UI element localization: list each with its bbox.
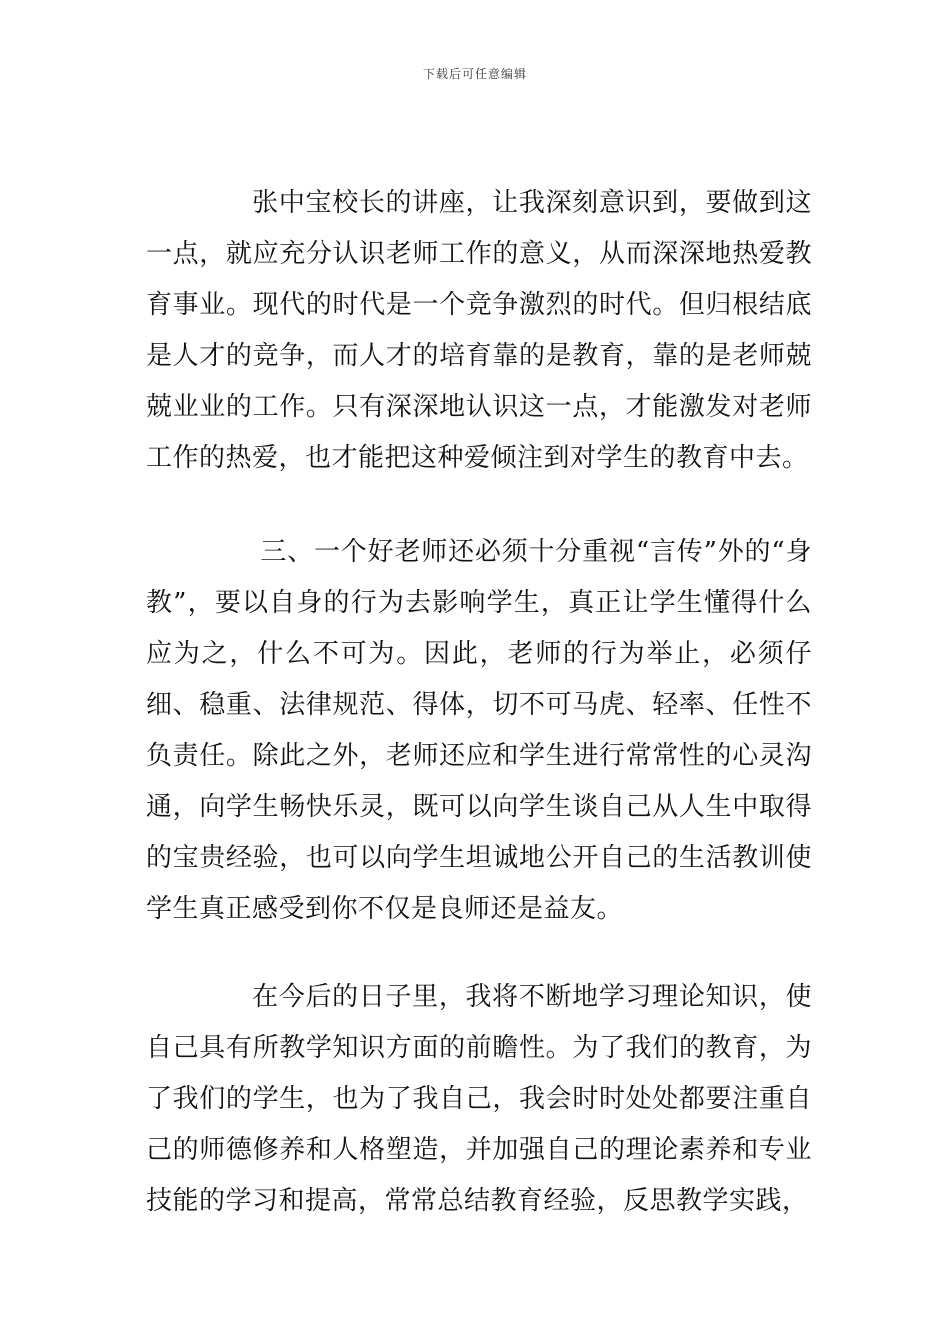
body-paragraph: [146, 178, 812, 484]
body-paragraph: [146, 972, 812, 1227]
paragraph-text: 张中宝校长的讲座，让我深刻意识到，要做到这一点，就应充分认识老师工作的意义，从而深深地热爱教育事业。现代的时代是一个竞争激烈的时代。但归根结底是人才的竞争，而人才的培育靠的是教育，靠的是老师兢兢业业的工作。只有深深地认识这一点，才能激发对老师工作的热爱，也才能把这种爱倾注到对学生的教育中去。: [146, 188, 812, 473]
page-header-note: 下载后可任意编辑: [422, 67, 527, 81]
paragraph-text: 在今后的日子里，我将不断地学习理论知识，使自己具有所教学知识方面的前瞻性。为了我们的教育，为了我们的学生，也为了我自己，我会时时处处都要注重自己的师德修养和人格塑造，并加强自己的理论素养和专业技能的学习和提高，常常总结教育经验，反思教学实践，: [146, 982, 812, 1216]
body-paragraph: [146, 527, 812, 935]
paragraph-text: 三、一个好老师还必须十分重视“言传”外的“身教”，要以自身的行为去影响学生，真正让学生懂得什么应为之，什么不可为。因此，老师的行为举止，必须仔细、稳重、法律规范、得体，切不可马虎、轻率、任性不负责任。除此之外，老师还应和学生进行常常性的心灵沟通，向学生畅快乐灵，既可以向学生谈自己从人生中取得的宝贵经验，也可以向学生坦诚地公开自己的生活教训使学生真正感受到你不仅是良师还是益友。: [146, 537, 812, 924]
